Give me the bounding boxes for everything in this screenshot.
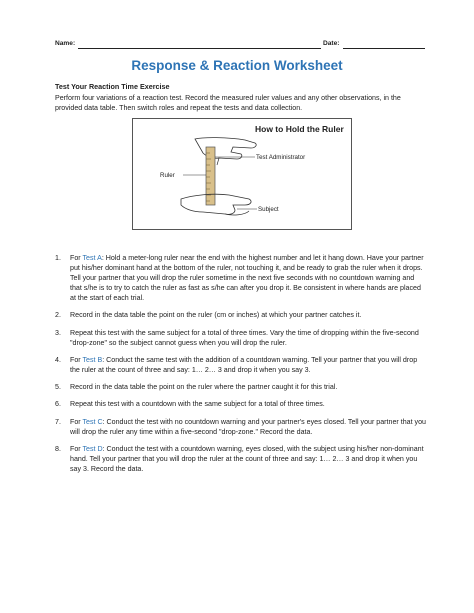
list-item bbox=[55, 253, 427, 303]
list-item bbox=[55, 399, 427, 409]
ruler-diagram bbox=[132, 118, 352, 230]
name-field-line[interactable] bbox=[78, 48, 321, 49]
step-number: 4. bbox=[55, 355, 61, 364]
step-text: For bbox=[70, 417, 83, 426]
step-number: 8. bbox=[55, 445, 61, 454]
step-text: For bbox=[70, 355, 83, 364]
date-label: Date: bbox=[323, 40, 340, 47]
date-field-line[interactable] bbox=[343, 48, 425, 49]
list-item bbox=[55, 328, 427, 348]
subject-hand bbox=[181, 194, 251, 214]
instruction-list bbox=[55, 253, 427, 481]
step-text: Repeat this test with the same subject for a total of three times. Vary the time of dropping within the five-second "drop-zone" so the subject cannot guess when you will drop the ruler. bbox=[70, 328, 419, 347]
section-heading: Test Your Reaction Time Exercise bbox=[55, 82, 170, 91]
name-date-header bbox=[55, 40, 425, 52]
step-number: 7. bbox=[55, 417, 61, 426]
step-number: 1. bbox=[55, 254, 61, 262]
step-text: : Conduct the test with no countdown warning and your partner's eyes closed. Tell your partner that you will drop the ruler any time within a five-second "drop-zone." Record the data. bbox=[70, 417, 426, 436]
list-item bbox=[55, 417, 427, 437]
test-name: Test C bbox=[82, 417, 103, 426]
step-number: 6. bbox=[55, 400, 61, 409]
page-title: Response & Reaction Worksheet bbox=[131, 58, 343, 73]
label-test-administrator: Test Administrator bbox=[256, 154, 306, 161]
test-name: Test A bbox=[82, 254, 102, 262]
section-intro: Perform four variations of a reaction test. Record the measured ruler values and any other observations, in the provided data table. Then switch roles and repeat the tests and data collection. bbox=[55, 94, 401, 112]
list-item bbox=[55, 355, 427, 375]
step-text: Record in the data table the point on the ruler where the partner caught it for this trial. bbox=[70, 383, 338, 392]
test-name: Test B bbox=[82, 355, 103, 364]
ruler bbox=[206, 147, 215, 205]
label-ruler: Ruler bbox=[160, 172, 175, 179]
step-text: Repeat this test with a countdown with the same subject for a total of three times. bbox=[70, 400, 325, 409]
list-item bbox=[55, 310, 427, 320]
test-name: Test D bbox=[82, 445, 103, 454]
figure-title: How to Hold the Ruler bbox=[255, 124, 344, 134]
step-text: For bbox=[70, 445, 83, 454]
name-label: Name: bbox=[55, 40, 76, 47]
label-subject: Subject bbox=[258, 206, 279, 213]
step-number: 3. bbox=[55, 328, 61, 337]
step-number: 2. bbox=[55, 311, 61, 320]
administrator-hand bbox=[195, 138, 256, 159]
step-text: Record in the data table the point on the ruler (cm or inches) at which your partner catches it. bbox=[70, 311, 362, 320]
step-text: : Conduct the test with a countdown warning, eyes closed, with the subject using his/her non-dominant hand. Tell your partner that you will drop the ruler at the count of three and say: 1… 2… 3 and drop it when you say 3. Record the data. bbox=[70, 445, 424, 474]
step-text: : Conduct the same test with the addition of a countdown warning. Tell your partner that you will drop the ruler at the count of three and say: 1… 2… 3 and drop it when you say 3. bbox=[70, 355, 418, 374]
step-text: For bbox=[70, 254, 83, 262]
list-item bbox=[55, 444, 427, 474]
step-number: 5. bbox=[55, 383, 61, 392]
step-text: : Hold a meter-long ruler near the end with the highest number and let it hang down. Have your partner put his/her dominant hand at the bottom of the ruler, not touching it, and be ready to grab the ruler when it drops. Tell your partner that you will drop the ruler sometime in the next five seconds with no countdown warning and that s/he is to try to catch the ruler as fast as s/he can after you drop it. Be consistent in where hands are placed at the start of each trial. bbox=[70, 254, 424, 302]
list-item bbox=[55, 382, 427, 392]
